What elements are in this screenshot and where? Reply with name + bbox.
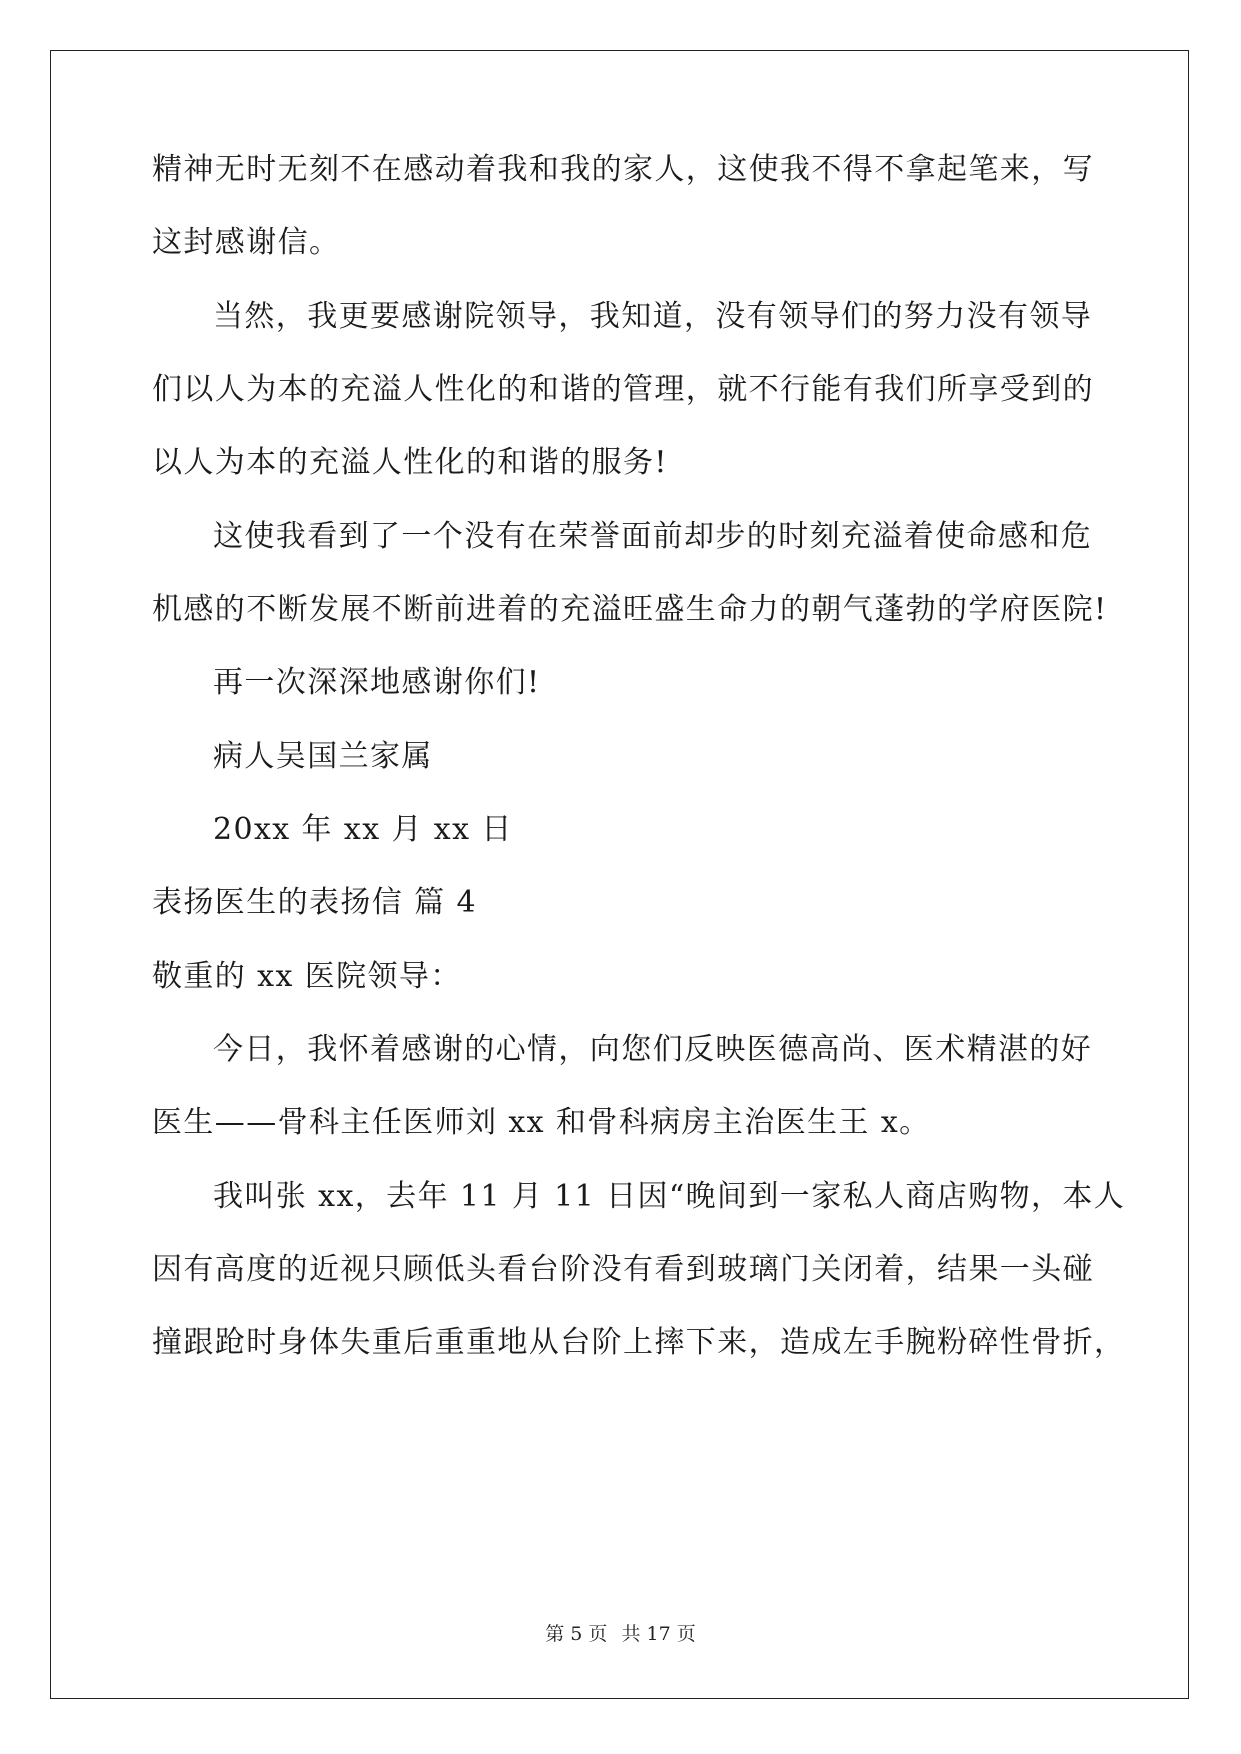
text-line: 因有高度的近视只顾低头看台阶没有看到玻璃门关闭着，结果一头碰 <box>152 1252 1094 1287</box>
text-line: 今日，我怀着感谢的心情，向您们反映医德高尚、医术精湛的好 <box>213 1032 1093 1067</box>
text-line: 精神无时无刻不在感动着我和我的家人，这使我不得不拿起笔来，写 <box>152 152 1094 187</box>
salutation: 敬重的 xx 医院领导： <box>152 959 462 994</box>
page-footer <box>0 1622 1241 1646</box>
text-line: 当然，我更要感谢院领导，我知道，没有领导们的努力没有领导 <box>213 299 1093 334</box>
text-line: 这封感谢信。 <box>152 225 341 260</box>
signature-line: 病人吴国兰家属 <box>213 739 433 774</box>
text-line: 医生——骨科主任医师刘 xx 和骨科病房主治医生王 x。 <box>152 1105 931 1140</box>
date-line: 20xx 年 xx 月 xx 日 <box>213 812 513 847</box>
text-line: 机感的不断发展不断前进着的充溢旺盛生命力的朝气蓬勃的学府医院! <box>152 592 1108 627</box>
text-line: 我叫张 xx，去年 11 月 11 日因“晚间到一家私人商店购物，本人 <box>213 1179 1126 1214</box>
page-total: 共 17 页 <box>621 1623 696 1645</box>
text-line: 这使我看到了一个没有在荣誉面前却步的时刻充溢着使命感和危 <box>213 519 1093 554</box>
text-line: 们以人为本的充溢人性化的和谐的管理，就不行能有我们所享受到的 <box>152 372 1094 407</box>
text-line: 以人为本的充溢人性化的和谐的服务! <box>152 445 668 480</box>
text-line: 再一次深深地感谢你们! <box>213 665 541 700</box>
text-line: 撞跟跄时身体失重后重重地从台阶上摔下来，造成左手腕粉碎性骨折， <box>152 1325 1126 1360</box>
section-heading: 表扬医生的表扬信 篇 4 <box>152 885 477 920</box>
page-number: 第 5 页 <box>545 1623 608 1645</box>
